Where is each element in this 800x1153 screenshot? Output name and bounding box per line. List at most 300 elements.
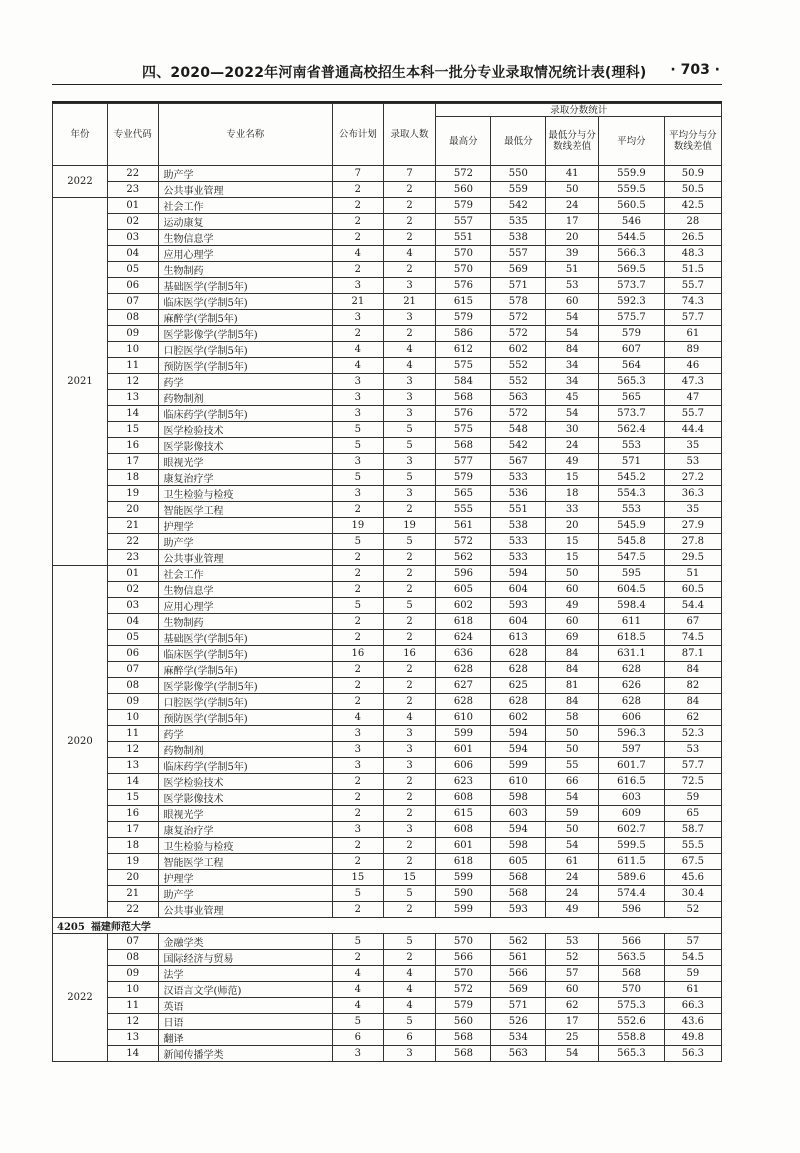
min-cell: 569 — [491, 982, 546, 998]
avg-diff-cell: 43.6 — [664, 1014, 721, 1030]
max-cell: 568 — [436, 1030, 491, 1046]
max-cell: 612 — [436, 342, 491, 358]
min-cell: 572 — [491, 326, 546, 342]
avg-cell: 626 — [599, 678, 665, 694]
admission-table — [52, 103, 722, 1062]
table-row — [53, 246, 722, 262]
avg-diff-cell: 46 — [664, 358, 721, 374]
avg-cell: 628 — [599, 662, 665, 678]
max-cell: 560 — [436, 182, 491, 198]
avg-cell: 544.5 — [599, 230, 665, 246]
admitted-cell: 2 — [383, 806, 436, 822]
admitted-cell: 2 — [383, 774, 436, 790]
table-row — [53, 374, 722, 390]
min-diff-cell: 59 — [546, 806, 599, 822]
avg-cell: 601.7 — [599, 758, 665, 774]
page-title: 四、2020—2022年河南省普通高校招生本科一批分专业录取情况统计表(理科) — [142, 65, 647, 81]
min-cell: 552 — [491, 374, 546, 390]
table-row — [53, 198, 722, 214]
min-diff-cell: 24 — [546, 438, 599, 454]
major-cell: 药学 — [158, 726, 333, 742]
code-cell: 05 — [107, 262, 158, 278]
min-cell: 594 — [491, 742, 546, 758]
code-cell: 14 — [107, 774, 158, 790]
max-cell: 576 — [436, 406, 491, 422]
major-cell: 医学影像学(学制5年) — [158, 678, 333, 694]
admitted-cell: 7 — [383, 166, 436, 182]
table-row — [53, 710, 722, 726]
code-cell: 04 — [107, 614, 158, 630]
code-cell: 16 — [107, 806, 158, 822]
avg-diff-cell: 60.5 — [664, 582, 721, 598]
admitted-cell: 3 — [383, 406, 436, 422]
table-row — [53, 342, 722, 358]
table-row — [53, 1030, 722, 1046]
page-header — [52, 58, 722, 85]
table-row — [53, 518, 722, 534]
table-row — [53, 550, 722, 566]
avg-diff-cell: 30.4 — [664, 886, 721, 902]
table-row — [53, 486, 722, 502]
min-cell: 602 — [491, 342, 546, 358]
code-cell: 02 — [107, 582, 158, 598]
major-cell: 眼视光学 — [158, 806, 333, 822]
major-cell: 基础医学(学制5年) — [158, 630, 333, 646]
code-cell: 12 — [107, 742, 158, 758]
plan-cell: 2 — [333, 774, 384, 790]
min-cell: 563 — [491, 390, 546, 406]
table-row — [53, 598, 722, 614]
min-diff-cell: 50 — [546, 726, 599, 742]
code-cell: 07 — [107, 294, 158, 310]
min-cell: 566 — [491, 966, 546, 982]
code-cell: 19 — [107, 486, 158, 502]
major-cell: 应用心理学 — [158, 246, 333, 262]
min-cell: 593 — [491, 902, 546, 918]
major-cell: 医学影像学(学制5年) — [158, 326, 333, 342]
min-diff-cell: 17 — [546, 214, 599, 230]
plan-cell: 2 — [333, 838, 384, 854]
avg-diff-cell: 47.3 — [664, 374, 721, 390]
min-cell: 542 — [491, 198, 546, 214]
table-row — [53, 1046, 722, 1062]
code-cell: 11 — [107, 358, 158, 374]
admitted-cell: 4 — [383, 966, 436, 982]
code-cell: 05 — [107, 630, 158, 646]
admitted-cell: 4 — [383, 342, 436, 358]
code-cell: 22 — [107, 534, 158, 550]
code-cell: 04 — [107, 246, 158, 262]
max-cell: 576 — [436, 278, 491, 294]
avg-diff-cell: 42.5 — [664, 198, 721, 214]
max-cell: 570 — [436, 262, 491, 278]
min-diff-cell: 58 — [546, 710, 599, 726]
major-cell: 应用心理学 — [158, 598, 333, 614]
university-code: 4205 — [57, 922, 85, 933]
avg-cell: 596 — [599, 902, 665, 918]
plan-cell: 7 — [333, 166, 384, 182]
code-cell: 10 — [107, 982, 158, 998]
avg-cell: 574.4 — [599, 886, 665, 902]
col-min-diff: 最低分与分数线差值 — [546, 117, 599, 166]
max-cell: 601 — [436, 838, 491, 854]
year-cell: 2022 — [53, 166, 108, 198]
admitted-cell: 5 — [383, 598, 436, 614]
admitted-cell: 2 — [383, 326, 436, 342]
avg-cell: 573.7 — [599, 406, 665, 422]
min-cell: 526 — [491, 1014, 546, 1030]
min-diff-cell: 39 — [546, 246, 599, 262]
major-cell: 临床医学(学制5年) — [158, 294, 333, 310]
plan-cell: 21 — [333, 294, 384, 310]
min-cell: 542 — [491, 438, 546, 454]
plan-cell: 2 — [333, 214, 384, 230]
code-cell: 15 — [107, 422, 158, 438]
admitted-cell: 3 — [383, 726, 436, 742]
min-diff-cell: 15 — [546, 470, 599, 486]
min-cell: 569 — [491, 262, 546, 278]
max-cell: 618 — [436, 614, 491, 630]
max-cell: 599 — [436, 902, 491, 918]
admitted-cell: 2 — [383, 790, 436, 806]
admitted-cell: 2 — [383, 614, 436, 630]
table-row — [53, 262, 722, 278]
major-cell: 智能医学工程 — [158, 502, 333, 518]
admitted-cell: 2 — [383, 182, 436, 198]
max-cell: 579 — [436, 198, 491, 214]
plan-cell: 2 — [333, 950, 384, 966]
table-row — [53, 454, 722, 470]
avg-diff-cell: 27.2 — [664, 470, 721, 486]
min-diff-cell: 51 — [546, 262, 599, 278]
plan-cell: 3 — [333, 822, 384, 838]
avg-diff-cell: 57.7 — [664, 758, 721, 774]
avg-cell: 552.6 — [599, 1014, 665, 1030]
major-cell: 护理学 — [158, 518, 333, 534]
min-cell: 551 — [491, 502, 546, 518]
max-cell: 623 — [436, 774, 491, 790]
plan-cell: 19 — [333, 518, 384, 534]
min-cell: 578 — [491, 294, 546, 310]
avg-diff-cell: 59 — [664, 966, 721, 982]
major-cell: 医学影像技术 — [158, 438, 333, 454]
avg-cell: 604.5 — [599, 582, 665, 598]
plan-cell: 2 — [333, 806, 384, 822]
university-row — [53, 918, 722, 934]
avg-cell: 592.3 — [599, 294, 665, 310]
col-year: 年份 — [53, 104, 108, 166]
university-name: 福建师范大学 — [90, 922, 151, 933]
plan-cell: 2 — [333, 550, 384, 566]
table-row — [53, 886, 722, 902]
admitted-cell: 5 — [383, 886, 436, 902]
min-diff-cell: 41 — [546, 166, 599, 182]
avg-diff-cell: 52.3 — [664, 726, 721, 742]
min-diff-cell: 50 — [546, 566, 599, 582]
col-major: 专业名称 — [158, 104, 333, 166]
min-cell: 552 — [491, 358, 546, 374]
major-cell: 助产学 — [158, 166, 333, 182]
plan-cell: 5 — [333, 886, 384, 902]
admitted-cell: 2 — [383, 262, 436, 278]
major-cell: 金融学类 — [158, 934, 333, 950]
table-row — [53, 822, 722, 838]
max-cell: 566 — [436, 950, 491, 966]
code-cell: 18 — [107, 838, 158, 854]
admitted-cell: 4 — [383, 358, 436, 374]
admitted-cell: 4 — [383, 982, 436, 998]
plan-cell: 2 — [333, 630, 384, 646]
admitted-cell: 4 — [383, 998, 436, 1014]
min-cell: 535 — [491, 214, 546, 230]
avg-cell: 598.4 — [599, 598, 665, 614]
min-diff-cell: 61 — [546, 854, 599, 870]
table-row — [53, 582, 722, 598]
avg-cell: 597 — [599, 742, 665, 758]
min-cell: 572 — [491, 310, 546, 326]
major-cell: 麻醉学(学制5年) — [158, 662, 333, 678]
major-cell: 日语 — [158, 1014, 333, 1030]
min-diff-cell: 15 — [546, 550, 599, 566]
table-row — [53, 998, 722, 1014]
plan-cell: 2 — [333, 614, 384, 630]
code-cell: 15 — [107, 790, 158, 806]
min-diff-cell: 55 — [546, 758, 599, 774]
min-cell: 571 — [491, 278, 546, 294]
plan-cell: 5 — [333, 598, 384, 614]
avg-diff-cell: 51.5 — [664, 262, 721, 278]
plan-cell: 3 — [333, 758, 384, 774]
admitted-cell: 3 — [383, 454, 436, 470]
table-row — [53, 934, 722, 950]
major-cell: 临床药学(学制5年) — [158, 758, 333, 774]
major-cell: 护理学 — [158, 870, 333, 886]
major-cell: 国际经济与贸易 — [158, 950, 333, 966]
plan-cell: 2 — [333, 694, 384, 710]
admitted-cell: 3 — [383, 758, 436, 774]
admitted-cell: 2 — [383, 950, 436, 966]
avg-cell: 573.7 — [599, 278, 665, 294]
avg-diff-cell: 50.9 — [664, 166, 721, 182]
min-diff-cell: 24 — [546, 886, 599, 902]
min-diff-cell: 60 — [546, 294, 599, 310]
min-diff-cell: 84 — [546, 694, 599, 710]
code-cell: 08 — [107, 950, 158, 966]
plan-cell: 2 — [333, 230, 384, 246]
avg-diff-cell: 35 — [664, 502, 721, 518]
major-cell: 运动康复 — [158, 214, 333, 230]
admitted-cell: 3 — [383, 822, 436, 838]
col-max: 最高分 — [436, 117, 491, 166]
avg-cell: 553 — [599, 502, 665, 518]
min-cell: 567 — [491, 454, 546, 470]
max-cell: 615 — [436, 294, 491, 310]
min-diff-cell: 34 — [546, 358, 599, 374]
avg-cell: 566.3 — [599, 246, 665, 262]
avg-diff-cell: 65 — [664, 806, 721, 822]
min-diff-cell: 49 — [546, 902, 599, 918]
min-diff-cell: 60 — [546, 582, 599, 598]
code-cell: 10 — [107, 710, 158, 726]
col-avg-diff: 平均分与分数线差值 — [664, 117, 721, 166]
code-cell: 10 — [107, 342, 158, 358]
max-cell: 579 — [436, 998, 491, 1014]
admitted-cell: 5 — [383, 1014, 436, 1030]
plan-cell: 3 — [333, 454, 384, 470]
plan-cell: 5 — [333, 422, 384, 438]
table-row — [53, 806, 722, 822]
min-diff-cell: 50 — [546, 182, 599, 198]
table-row — [53, 630, 722, 646]
min-cell: 604 — [491, 614, 546, 630]
min-diff-cell: 54 — [546, 1046, 599, 1062]
table-row — [53, 726, 722, 742]
table-row — [53, 566, 722, 582]
table-row — [53, 678, 722, 694]
avg-cell: 546 — [599, 214, 665, 230]
code-cell: 01 — [107, 198, 158, 214]
plan-cell: 2 — [333, 902, 384, 918]
table-row — [53, 662, 722, 678]
min-diff-cell: 54 — [546, 790, 599, 806]
major-cell: 麻醉学(学制5年) — [158, 310, 333, 326]
table-row — [53, 694, 722, 710]
min-cell: 568 — [491, 870, 546, 886]
max-cell: 584 — [436, 374, 491, 390]
plan-cell: 3 — [333, 1046, 384, 1062]
admitted-cell: 5 — [383, 438, 436, 454]
min-cell: 594 — [491, 566, 546, 582]
plan-cell: 3 — [333, 278, 384, 294]
plan-cell: 2 — [333, 582, 384, 598]
major-cell: 智能医学工程 — [158, 854, 333, 870]
table-row — [53, 326, 722, 342]
min-diff-cell: 62 — [546, 998, 599, 1014]
code-cell: 01 — [107, 566, 158, 582]
admitted-cell: 3 — [383, 374, 436, 390]
avg-diff-cell: 48.3 — [664, 246, 721, 262]
avg-cell: 559.5 — [599, 182, 665, 198]
table-row — [53, 422, 722, 438]
table-row — [53, 646, 722, 662]
avg-cell: 575.3 — [599, 998, 665, 1014]
avg-diff-cell: 44.4 — [664, 422, 721, 438]
code-cell: 09 — [107, 694, 158, 710]
plan-cell: 2 — [333, 566, 384, 582]
plan-cell: 4 — [333, 998, 384, 1014]
max-cell: 610 — [436, 710, 491, 726]
min-cell: 534 — [491, 1030, 546, 1046]
avg-cell: 618.5 — [599, 630, 665, 646]
max-cell: 577 — [436, 454, 491, 470]
admitted-cell: 2 — [383, 838, 436, 854]
table-row — [53, 358, 722, 374]
code-cell: 09 — [107, 326, 158, 342]
avg-diff-cell: 27.8 — [664, 534, 721, 550]
plan-cell: 2 — [333, 502, 384, 518]
max-cell: 551 — [436, 230, 491, 246]
code-cell: 21 — [107, 518, 158, 534]
year-cell: 2020 — [53, 566, 108, 918]
major-cell: 社会工作 — [158, 198, 333, 214]
min-cell: 538 — [491, 230, 546, 246]
avg-diff-cell: 66.3 — [664, 998, 721, 1014]
admitted-cell: 16 — [383, 646, 436, 662]
admitted-cell: 3 — [383, 310, 436, 326]
max-cell: 570 — [436, 966, 491, 982]
min-cell: 550 — [491, 166, 546, 182]
col-plan: 公布计划 — [333, 104, 384, 166]
plan-cell: 2 — [333, 662, 384, 678]
min-diff-cell: 69 — [546, 630, 599, 646]
plan-cell: 16 — [333, 646, 384, 662]
avg-diff-cell: 87.1 — [664, 646, 721, 662]
code-cell: 11 — [107, 998, 158, 1014]
university-cell — [53, 918, 722, 934]
min-diff-cell: 84 — [546, 646, 599, 662]
min-diff-cell: 20 — [546, 230, 599, 246]
code-cell: 11 — [107, 726, 158, 742]
avg-diff-cell: 28 — [664, 214, 721, 230]
plan-cell: 3 — [333, 742, 384, 758]
code-cell: 07 — [107, 662, 158, 678]
min-diff-cell: 20 — [546, 518, 599, 534]
avg-diff-cell: 45.6 — [664, 870, 721, 886]
major-cell: 英语 — [158, 998, 333, 1014]
avg-cell: 606 — [599, 710, 665, 726]
avg-cell: 631.1 — [599, 646, 665, 662]
min-cell: 563 — [491, 1046, 546, 1062]
plan-cell: 15 — [333, 870, 384, 886]
major-cell: 临床医学(学制5年) — [158, 646, 333, 662]
major-cell: 生物制药 — [158, 262, 333, 278]
avg-cell: 565.3 — [599, 1046, 665, 1062]
major-cell: 公共事业管理 — [158, 550, 333, 566]
min-cell: 593 — [491, 598, 546, 614]
avg-cell: 545.2 — [599, 470, 665, 486]
max-cell: 628 — [436, 694, 491, 710]
min-cell: 628 — [491, 646, 546, 662]
avg-cell: 589.6 — [599, 870, 665, 886]
avg-diff-cell: 54.5 — [664, 950, 721, 966]
avg-diff-cell: 35 — [664, 438, 721, 454]
avg-diff-cell: 56.3 — [664, 1046, 721, 1062]
code-cell: 20 — [107, 502, 158, 518]
code-cell: 21 — [107, 886, 158, 902]
max-cell: 557 — [436, 214, 491, 230]
min-diff-cell: 60 — [546, 982, 599, 998]
col-admitted: 录取人数 — [383, 104, 436, 166]
major-cell: 口腔医学(学制5年) — [158, 694, 333, 710]
avg-diff-cell: 26.5 — [664, 230, 721, 246]
avg-cell: 616.5 — [599, 774, 665, 790]
table-body — [53, 166, 722, 1062]
plan-cell: 4 — [333, 246, 384, 262]
avg-cell: 553 — [599, 438, 665, 454]
table-row — [53, 182, 722, 198]
avg-diff-cell: 89 — [664, 342, 721, 358]
min-diff-cell: 24 — [546, 198, 599, 214]
max-cell: 561 — [436, 518, 491, 534]
min-cell: 568 — [491, 886, 546, 902]
min-diff-cell: 34 — [546, 374, 599, 390]
avg-diff-cell: 53 — [664, 742, 721, 758]
plan-cell: 3 — [333, 310, 384, 326]
min-cell: 599 — [491, 758, 546, 774]
min-cell: 625 — [491, 678, 546, 694]
max-cell: 560 — [436, 1014, 491, 1030]
code-cell: 09 — [107, 966, 158, 982]
